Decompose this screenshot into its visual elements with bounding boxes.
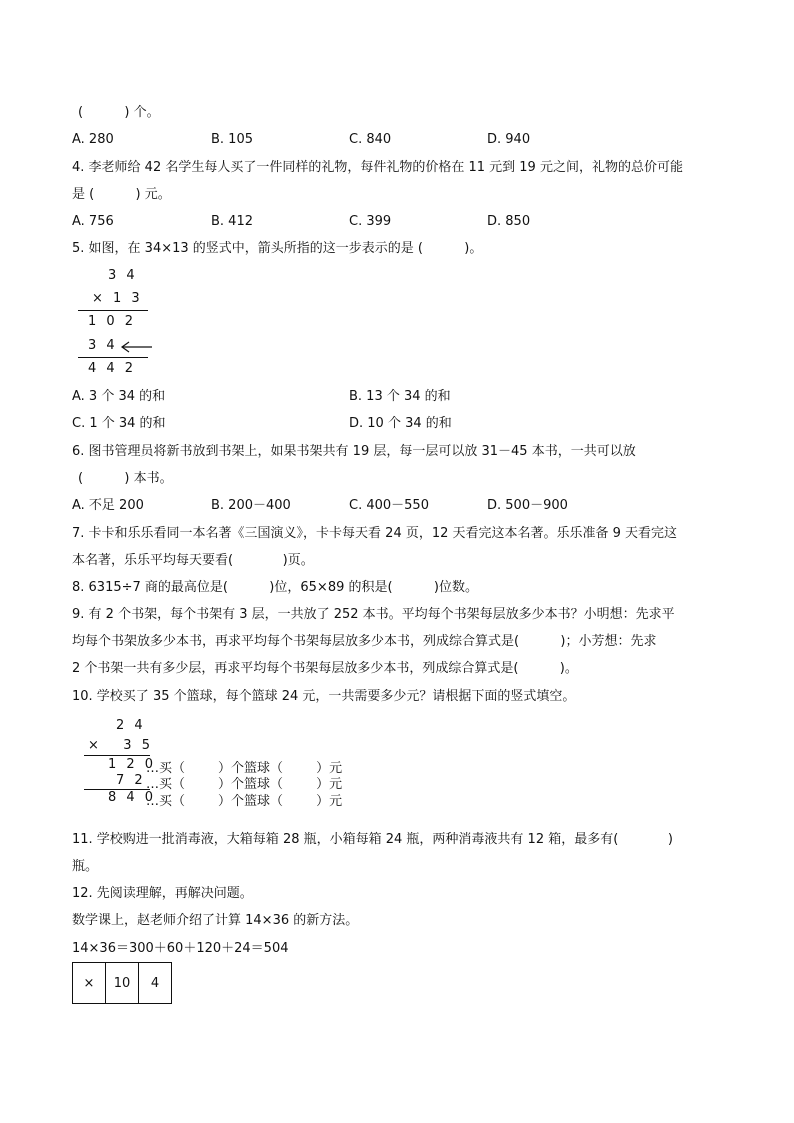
- q6-option-a: A. 不足 200: [72, 498, 144, 513]
- q5-option-b: B. 13 个 34 的和: [349, 389, 451, 404]
- q9-stem-line2: 均每个书架放多少本书，再求平均每个书架每层放多少本书，列成综合算式是( )；小芳想：先求: [72, 634, 657, 649]
- q3-option-d: D. 940: [487, 132, 531, 147]
- q4-option-a: A. 756: [72, 214, 114, 229]
- q4-option-b: B. 412: [211, 214, 253, 229]
- q10-calc-note1: …买（ ）个篮球（ ）元: [146, 761, 343, 776]
- q4-option-d: D. 850: [487, 214, 531, 229]
- q12-table-cell-10: 10: [106, 963, 139, 1004]
- q6-stem-line1: 6. 图书管理员将新书放到书架上，如果书架共有 19 层，每一层可以放 31－45 本书，一共可以放: [72, 444, 636, 459]
- q3-option-a: A. 280: [72, 132, 114, 147]
- q6-option-d: D. 500－900: [487, 498, 568, 513]
- q7-stem-line2: 本名著，乐乐平均每天要看( )页。: [72, 553, 314, 568]
- q9-stem-line1: 9. 有 2 个书架，每个书架有 3 层，一共放了 252 本书。平均每个书架每层放多少本书？小明想：先求平: [72, 607, 675, 622]
- q5-option-a: A. 3 个 34 的和: [72, 389, 166, 404]
- q10-calc-row3: 1 2 0: [108, 757, 157, 772]
- q5-option-d: D. 10 个 34 的和: [349, 416, 452, 431]
- q10-calc-line1: [84, 755, 150, 756]
- q4-stem-line1: 4. 李老师给 42 名学生每人买了一件同样的礼物，每件礼物的价格在 11 元到 19 元之间，礼物的总价可能: [72, 160, 683, 175]
- arrow-left-icon: [120, 339, 154, 355]
- q5-calc-row4: 3 4: [88, 338, 118, 353]
- q10-calc-row5: 8 4 0: [108, 790, 157, 805]
- q8-stem: 8. 6315÷7 商的最高位是( )位，65×89 的积是( )位数。: [72, 580, 478, 595]
- q12-multiplication-table: [72, 962, 172, 1004]
- q12-formula: 14×36＝300＋60＋120＋24＝504: [72, 941, 289, 956]
- q5-calc-row5: 4 4 2: [88, 361, 137, 376]
- q9-stem-line3: 2 个书架一共有多少层，再求平均每个书架每层放多少本书，列成综合算式是( )。: [72, 661, 578, 676]
- q12-table-cell-times: ×: [73, 963, 106, 1004]
- q5-calc-line1: [78, 310, 148, 311]
- q11-stem-line1: 11. 学校购进一批消毒液，大箱每箱 28 瓶，小箱每箱 24 瓶，两种消毒液共有 12 箱，最多有( ): [72, 832, 673, 847]
- q3-option-b: B. 105: [211, 132, 253, 147]
- q10-calc-row1: 2 4: [116, 718, 146, 733]
- q6-option-c: C. 400－550: [349, 498, 429, 513]
- q6-option-b: B. 200－400: [211, 498, 291, 513]
- q4-stem-line2: 是 ( ) 元。: [72, 187, 171, 202]
- q3-tail: ( ) 个。: [78, 105, 160, 120]
- q12-stem-line2: 数学课上，赵老师介绍了计算 14×36 的新方法。: [72, 913, 359, 928]
- q6-stem-line2: ( ) 本书。: [78, 471, 173, 486]
- q10-calc-note2: …买（ ）个篮球（ ）元: [146, 777, 343, 792]
- q10-calc-note3: …买（ ）个篮球（ ）元: [146, 794, 343, 809]
- q12-table-cell-4: 4: [139, 963, 172, 1004]
- q5-stem: 5. 如图，在 34×13 的竖式中，箭头所指的这一步表示的是 ( )。: [72, 241, 483, 256]
- q5-option-c: C. 1 个 34 的和: [72, 416, 166, 431]
- q11-stem-line2: 瓶。: [72, 859, 99, 874]
- q5-calc-row3: 1 0 2: [88, 314, 137, 329]
- q5-calc-row2: × 1 3: [92, 291, 143, 306]
- q4-option-c: C. 399: [349, 214, 392, 229]
- q7-stem-line1: 7. 卡卡和乐乐看同一本名著《三国演义》，卡卡每天看 24 页，12 天看完这本名著。乐乐准备 9 天看完这: [72, 526, 678, 541]
- q10-calc-row4: 7 2: [116, 773, 146, 788]
- q10-calc-row2: × 3 5: [88, 738, 153, 753]
- q5-calc-row1: 3 4: [108, 268, 138, 283]
- q12-stem-line1: 12. 先阅读理解，再解决问题。: [72, 886, 253, 901]
- q3-option-c: C. 840: [349, 132, 392, 147]
- q5-calc-line2: [78, 357, 148, 358]
- q10-stem: 10. 学校买了 35 个篮球，每个篮球 24 元，一共需要多少元？请根据下面的竖式填空。: [72, 689, 576, 704]
